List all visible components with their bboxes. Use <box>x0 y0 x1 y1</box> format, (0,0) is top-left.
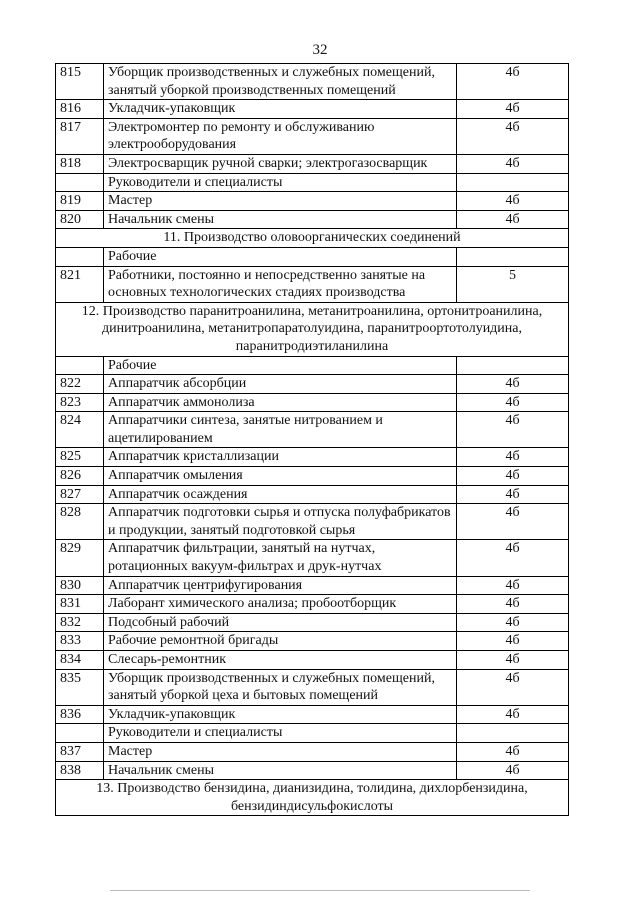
table-row <box>56 393 569 412</box>
list-code: 4б <box>457 192 569 211</box>
table-row <box>56 595 569 614</box>
row-number: 827 <box>56 485 104 504</box>
row-number: 820 <box>56 210 104 229</box>
list-code: 4б <box>457 118 569 154</box>
section-title: 12. Производство паранитроанилина, метанитроанилина, ортонитроанилина, динитроанилина, метанитропаратолуидина, паранитроортотолуидина, паранитродиэтиланилина <box>56 302 569 356</box>
row-number: 830 <box>56 576 104 595</box>
list-code: 5 <box>457 266 569 302</box>
row-number: 815 <box>56 64 104 100</box>
list-code: 4б <box>457 576 569 595</box>
occupation-name: Аппаратчик осаждения <box>104 485 457 504</box>
occupation-name: Аппаратчик омыления <box>104 467 457 486</box>
row-number: 835 <box>56 669 104 705</box>
row-number: 837 <box>56 742 104 761</box>
table-row <box>56 540 569 576</box>
occupation-name: Слесарь-ремонтник <box>104 651 457 670</box>
section-header-row <box>56 780 569 816</box>
table-row <box>56 576 569 595</box>
occupation-name: Рабочие <box>104 247 457 266</box>
table-row <box>56 154 569 173</box>
group-header-row <box>56 356 569 375</box>
list-code: 4б <box>457 467 569 486</box>
table-row <box>56 118 569 154</box>
table-row <box>56 412 569 448</box>
section-title: 13. Производство бензидина, дианизидина, толидина, дихлорбензидина, бензидиндисульфокислоты <box>56 780 569 816</box>
list-code: 4б <box>457 412 569 448</box>
occupation-name: Электросварщик ручной сварки; электрогазосварщик <box>104 154 457 173</box>
table-row <box>56 375 569 394</box>
row-number: 824 <box>56 412 104 448</box>
occupation-name: Аппаратчик центрифугирования <box>104 576 457 595</box>
occupation-name: Рабочие ремонтной бригады <box>104 632 457 651</box>
list-code: 4б <box>457 669 569 705</box>
scan-edge-line <box>110 890 530 891</box>
table-row <box>56 613 569 632</box>
list-code: 4б <box>457 540 569 576</box>
table-row <box>56 100 569 119</box>
list-code: 4б <box>457 761 569 780</box>
row-number: 831 <box>56 595 104 614</box>
page-number: 32 <box>312 42 328 58</box>
row-number <box>56 724 104 743</box>
list-code: 4б <box>457 64 569 100</box>
table-row <box>56 467 569 486</box>
occupation-name: Аппаратчик абсорбции <box>104 375 457 394</box>
list-code: 4б <box>457 393 569 412</box>
section-title: 11. Производство оловоорганических соединений <box>56 229 569 248</box>
row-number: 823 <box>56 393 104 412</box>
occupation-name: Электромонтер по ремонту и обслуживанию электрооборудования <box>104 118 457 154</box>
row-number <box>56 356 104 375</box>
occupation-name: Лаборант химического анализа; пробоотборщик <box>104 595 457 614</box>
occupation-name: Аппаратчик фильтрации, занятый на нутчах, ротационных вакуум-фильтрах и друк-нутчах <box>104 540 457 576</box>
row-number: 828 <box>56 504 104 540</box>
occupation-name: Укладчик-упаковщик <box>104 100 457 119</box>
list-code <box>457 173 569 192</box>
row-number: 816 <box>56 100 104 119</box>
row-number: 832 <box>56 613 104 632</box>
occupation-name: Аппаратчик кристаллизации <box>104 448 457 467</box>
row-number: 821 <box>56 266 104 302</box>
row-number: 825 <box>56 448 104 467</box>
occupation-name: Аппаратчик аммонолиза <box>104 393 457 412</box>
group-header-row <box>56 173 569 192</box>
list-code: 4б <box>457 448 569 467</box>
list-code: 4б <box>457 210 569 229</box>
occupation-name: Укладчик-упаковщик <box>104 705 457 724</box>
list-code: 4б <box>457 705 569 724</box>
list-code <box>457 356 569 375</box>
list-code: 4б <box>457 504 569 540</box>
list-code: 4б <box>457 154 569 173</box>
row-number: 819 <box>56 192 104 211</box>
table-body <box>56 64 569 816</box>
table-row <box>56 761 569 780</box>
occupation-name: Аппаратчики синтеза, занятые нитрованием и ацетилированием <box>104 412 457 448</box>
group-header-row <box>56 724 569 743</box>
list-code: 4б <box>457 742 569 761</box>
occupation-name: Руководители и специалисты <box>104 724 457 743</box>
list-code: 4б <box>457 651 569 670</box>
table-row <box>56 485 569 504</box>
table-row <box>56 64 569 100</box>
row-number: 838 <box>56 761 104 780</box>
section-header-row <box>56 302 569 356</box>
occupation-name: Работники, постоянно и непосредственно занятые на основных технологических стадиях производства <box>104 266 457 302</box>
list-code <box>457 724 569 743</box>
table-row <box>56 192 569 211</box>
list-code <box>457 247 569 266</box>
list-code: 4б <box>457 375 569 394</box>
table-row <box>56 632 569 651</box>
occupation-name: Руководители и специалисты <box>104 173 457 192</box>
list-code: 4б <box>457 595 569 614</box>
list-code: 4б <box>457 632 569 651</box>
row-number <box>56 247 104 266</box>
occupation-name: Мастер <box>104 742 457 761</box>
occupation-name: Подсобный рабочий <box>104 613 457 632</box>
table-row <box>56 705 569 724</box>
occupation-name: Мастер <box>104 192 457 211</box>
occupation-name: Уборщик производственных и служебных помещений, занятый уборкой цеха и бытовых помещений <box>104 669 457 705</box>
row-number: 817 <box>56 118 104 154</box>
row-number: 826 <box>56 467 104 486</box>
table-row <box>56 266 569 302</box>
section-header-row <box>56 229 569 248</box>
hazard-list-table <box>55 63 569 816</box>
table-row <box>56 448 569 467</box>
list-code: 4б <box>457 100 569 119</box>
row-number: 833 <box>56 632 104 651</box>
occupation-name: Рабочие <box>104 356 457 375</box>
table-row <box>56 504 569 540</box>
row-number: 829 <box>56 540 104 576</box>
row-number: 822 <box>56 375 104 394</box>
list-code: 4б <box>457 613 569 632</box>
row-number: 836 <box>56 705 104 724</box>
group-header-row <box>56 247 569 266</box>
row-number: 818 <box>56 154 104 173</box>
table-row <box>56 742 569 761</box>
table-row <box>56 669 569 705</box>
occupation-name: Аппаратчик подготовки сырья и отпуска полуфабрикатов и продукции, занятый подготовкой сырья <box>104 504 457 540</box>
row-number <box>56 173 104 192</box>
row-number: 834 <box>56 651 104 670</box>
occupation-name: Уборщик производственных и служебных помещений, занятый уборкой производственных помещений <box>104 64 457 100</box>
occupation-name: Начальник смены <box>104 210 457 229</box>
list-code: 4б <box>457 485 569 504</box>
table-row <box>56 210 569 229</box>
occupation-name: Начальник смены <box>104 761 457 780</box>
table-row <box>56 651 569 670</box>
